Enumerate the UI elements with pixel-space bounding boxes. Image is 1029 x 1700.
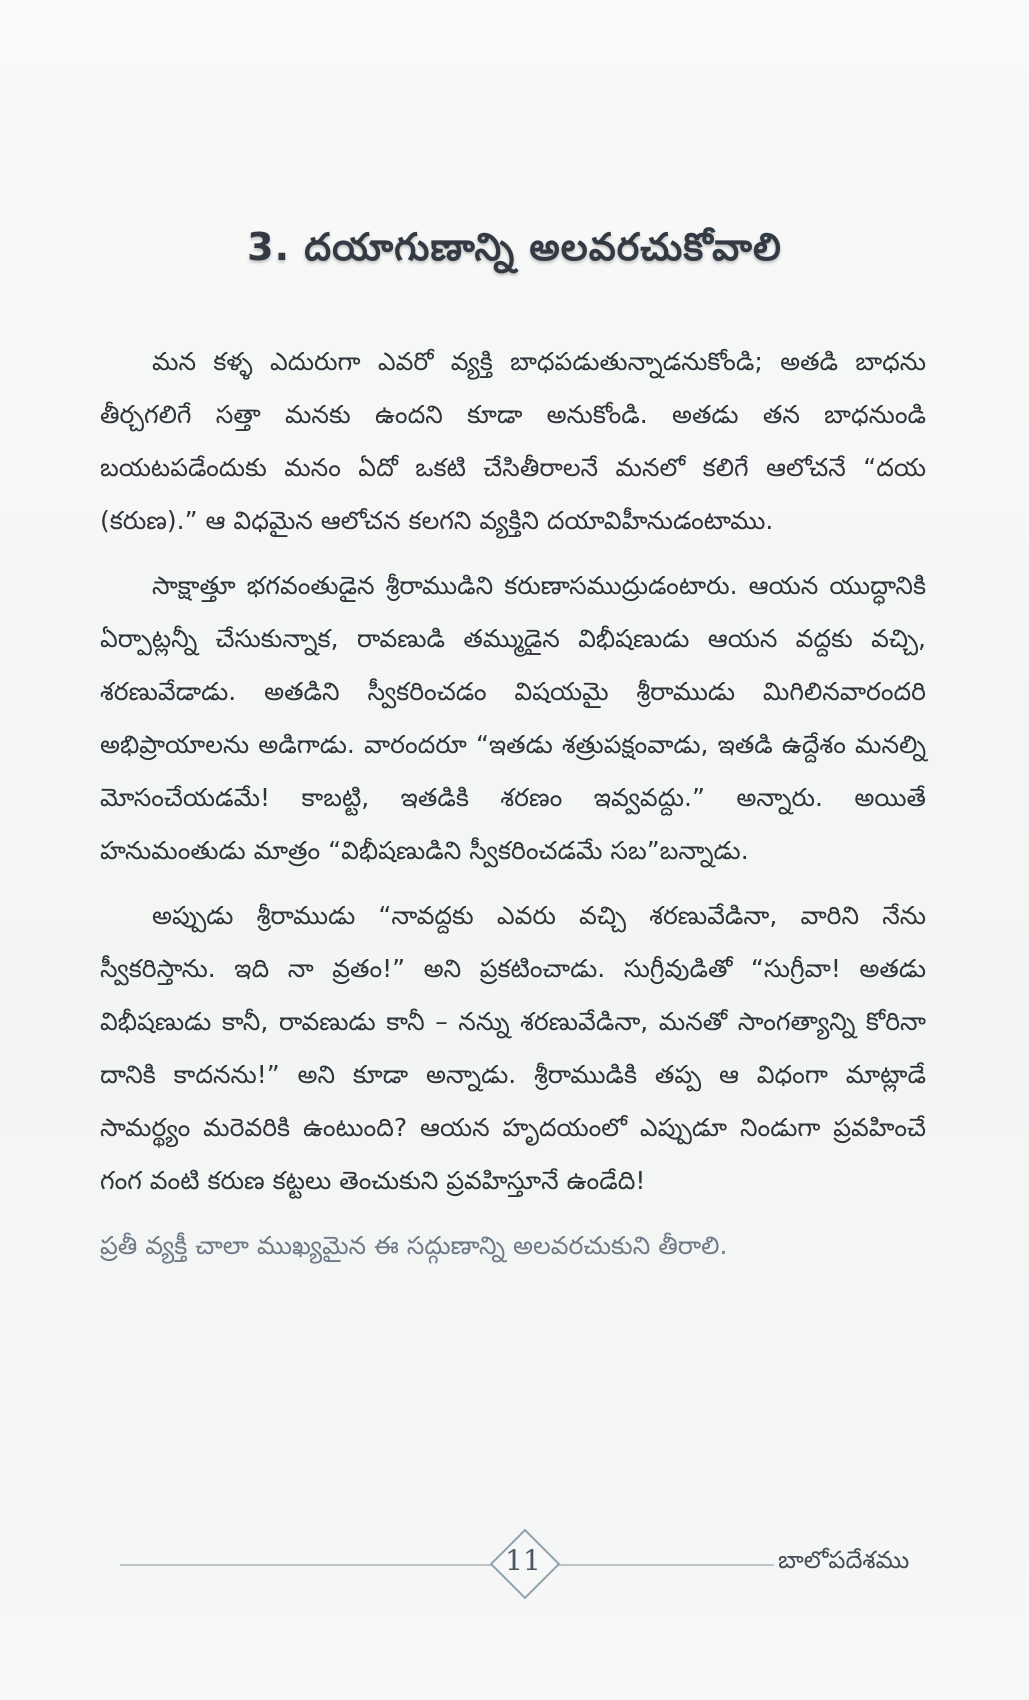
paragraph-3: అప్పుడు శ్రీరాముడు “నావద్దకు ఎవరు వచ్చి శరణువేడినా, వారిని నేను స్వీకరిస్తాను. ఇది నా వ్రతం!” అని ప్రకటించాడు. సుగ్రీవుడితో “సుగ్రీవా! అతడు విభీషణుడు కానీ, రావణుడు కానీ – నన్ను శరణువేడినా, మనతో సాంగత్యాన్ని కోరినా దానికి కాదనను!” అని కూడా అన్నాడు. శ్రీరాముడికి తప్ప ఆ విధంగా మాట్లాడే సామర్థ్యం మరెవరికి ఉంటుంది? ఆయన హృదయంలో ఎప్పుడూ నిండుగా ప్రవహించే గంగ వంటి కరుణ కట్టలు తెంచుకుని ప్రవహిస్తూనే ఉండేది! — [100, 901, 926, 1195]
paragraph-1: మన కళ్ళ ఎదురుగా ఎవరో వ్యక్తి బాధపడుతున్నాడనుకోండి; అతడి బాధను తీర్చగలిగే సత్తా మనకు ఉందని కూడా అనుకోండి. అతడు తన బాధనుండి బయటపడేందుకు మనం ఏదో ఒకటి చేసితీరాలనే మనలో కలిగే ఆలోచనే “దయ (కరుణ).” ఆ విధమైన ఆలోచన కలగని వ్యక్తిని దయావిహీనుడంటాము. — [100, 347, 926, 535]
paragraph-4: ప్రతీ వ్యక్తీ చాలా ముఖ్యమైన ఈ సద్గుణాన్ని అలవరచుకుని తీరాలి. — [100, 1231, 728, 1260]
paragraph-2: సాక్షాత్తూ భగవంతుడైన శ్రీరాముడిని కరుణాసముద్రుడంటారు. ఆయన యుద్ధానికి ఏర్పాట్లన్నీ చేసుకున్నాక, రావణుడి తమ్ముడైన విభీషణుడు ఆయన వద్దకు వచ్చి, శరణువేడాడు. అతడిని స్వీకరించడం విషయమై శ్రీరాముడు మిగిలినవారందరి అభిప్రాయాలను అడిగాడు. వారందరూ “ఇతడు శత్రుపక్షంవాడు, ఇతడి ఉద్దేశం మనల్ని మోసంచేయడమే! కాబట్టి, ఇతడికి శరణం ఇవ్వవద్దు.” అన్నారు. అయితే హనుమంతుడు మాత్రం “విభీషణుడిని స్వీకరించడమే సబ”బన్నాడు. — [100, 571, 926, 865]
footer-rule-right — [552, 1564, 774, 1566]
page-number: 11 — [505, 1544, 541, 1577]
running-head-book-title: బాలోపదేశము — [778, 1546, 910, 1574]
chapter-body — [100, 335, 926, 1284]
chapter-title: 3. దయాగుణాన్ని అలవరచుకోవాలి — [247, 225, 782, 270]
page-footer — [0, 1530, 1029, 1600]
footer-rule-left — [120, 1564, 492, 1566]
